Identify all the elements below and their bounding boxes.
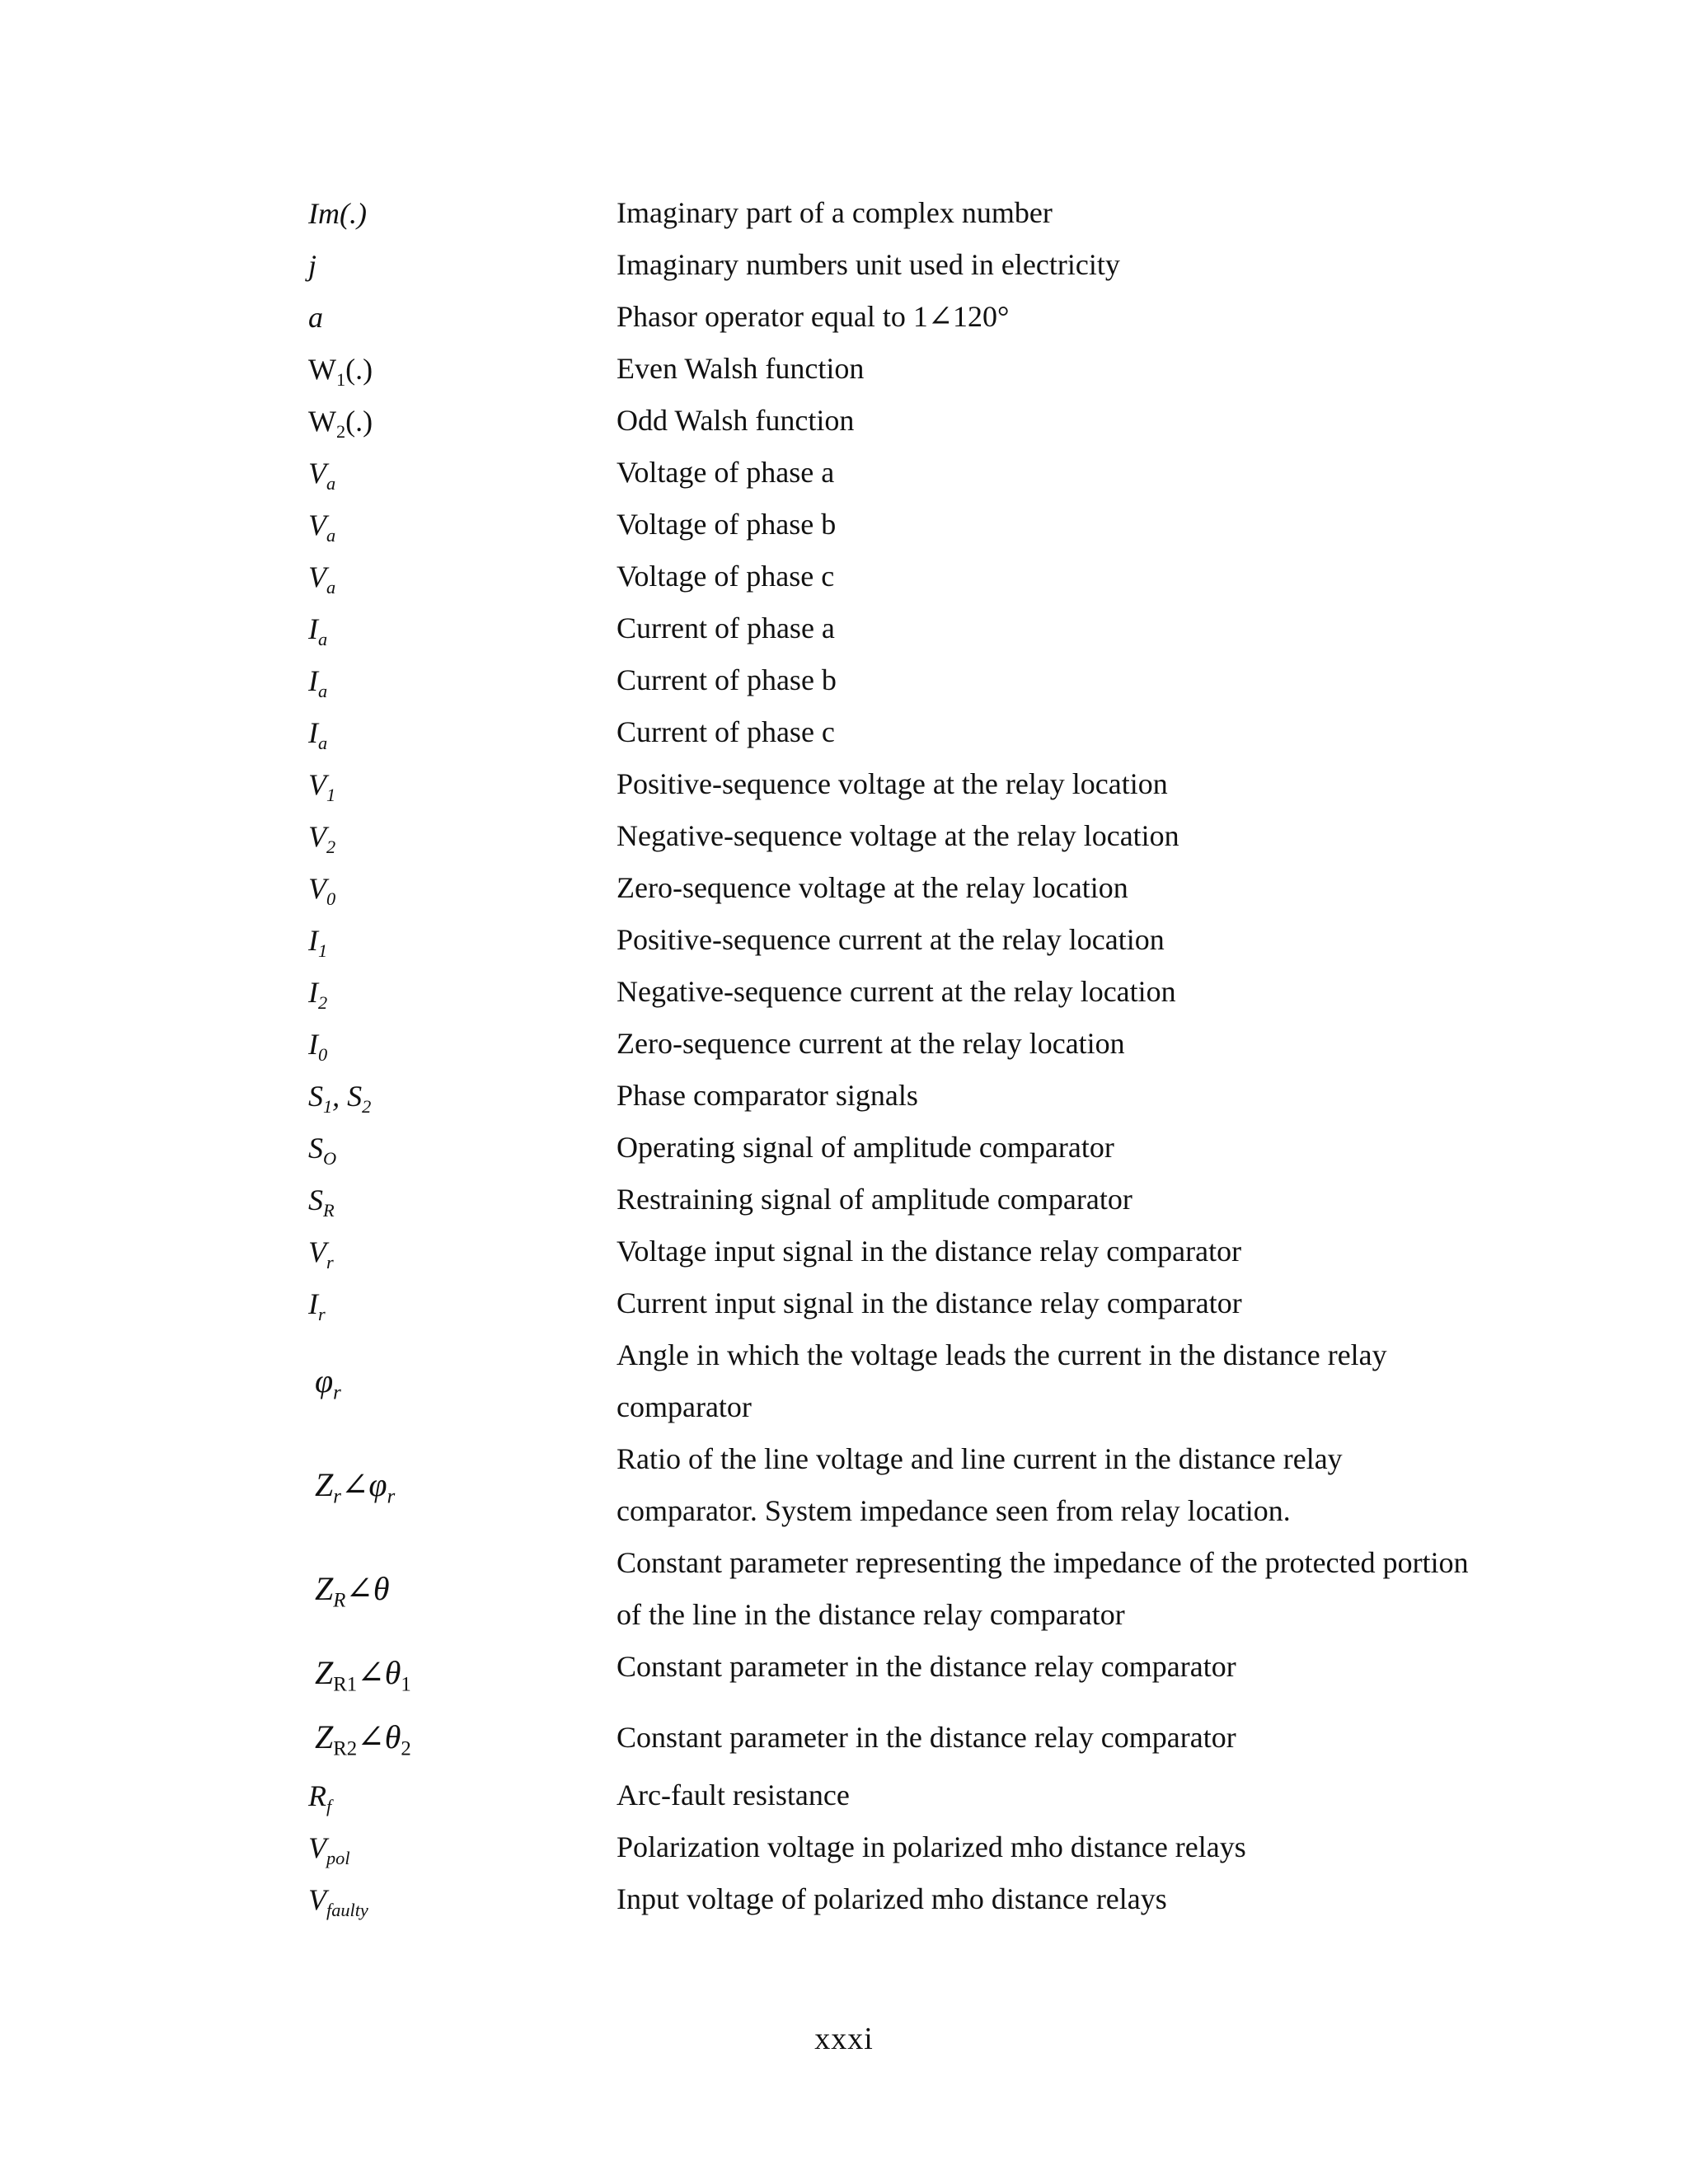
list-item <box>308 395 1528 447</box>
symbol: j <box>308 248 317 282</box>
symbol-base: V <box>308 871 326 905</box>
symbol-base: Z <box>315 1718 334 1755</box>
symbol-subscript: 2 <box>335 420 346 442</box>
description: Phase comparator signals <box>617 1079 918 1112</box>
symbol-subscript-2: r <box>387 1485 396 1508</box>
list-item <box>308 654 1528 706</box>
description: Constant parameter in the distance relay comparator <box>617 1650 1236 1683</box>
symbol-base: S <box>308 1131 323 1165</box>
list-item <box>308 1821 1528 1873</box>
symbol-base: φ <box>315 1362 334 1399</box>
symbol <box>308 1286 617 1324</box>
list-item <box>308 758 1528 810</box>
list-item <box>308 239 1528 291</box>
symbol-subscript: O <box>323 1147 337 1169</box>
symbol-subscript: R <box>333 1589 346 1612</box>
list-item <box>308 1537 1528 1641</box>
description: Constant parameter in the distance relay comparator <box>617 1720 1236 1754</box>
list-item <box>308 1873 1528 1925</box>
symbol-subscript: r <box>326 1251 334 1272</box>
symbol <box>308 404 617 442</box>
angle-symbol: ∠ <box>340 1466 369 1503</box>
symbol-tail: (.) <box>345 352 373 386</box>
description: Restraining signal of amplitude comparator <box>617 1183 1132 1216</box>
symbol-base: Z <box>315 1654 334 1691</box>
symbol-base: S <box>308 1079 323 1113</box>
description: Phasor operator equal to 1∠120° <box>617 300 1010 333</box>
symbol-subscript-2: 2 <box>362 1095 372 1117</box>
symbol-subscript: r <box>318 1303 326 1324</box>
symbol-subscript: a <box>318 680 328 701</box>
nomenclature-list <box>308 187 1528 1925</box>
symbol <box>308 1362 617 1404</box>
list-item <box>308 1769 1528 1821</box>
symbol-subscript: a <box>326 524 336 546</box>
symbol-base: I <box>308 612 318 645</box>
list-item <box>308 1070 1528 1122</box>
symbol-subscript: 2 <box>326 836 336 857</box>
description: Input voltage of polarized mho distance relays <box>617 1882 1167 1915</box>
description: Voltage of phase c <box>617 560 835 593</box>
list-item <box>308 343 1528 395</box>
description: Current of phase c <box>617 715 835 748</box>
symbol-base: Z <box>315 1466 334 1503</box>
description-line-1: Ratio of the line voltage and line current in the distance relay <box>617 1442 1343 1475</box>
list-item <box>308 1705 1528 1769</box>
angle-symbol: ∠ <box>357 1654 385 1691</box>
symbol-base: W <box>308 404 336 438</box>
symbol-subscript: f <box>326 1795 332 1816</box>
symbol-subscript: a <box>318 732 328 753</box>
description: Voltage of phase a <box>617 456 835 489</box>
symbol-subscript: 1 <box>335 368 346 390</box>
symbol-base: V <box>308 1235 326 1268</box>
symbol-base: I <box>308 975 318 1009</box>
list-item <box>308 447 1528 499</box>
symbol-subscript: pol <box>326 1847 350 1868</box>
page-number: xxxi <box>814 2022 874 2056</box>
symbol-subscript: 1 <box>326 784 336 805</box>
description: Zero-sequence current at the relay location <box>617 1027 1125 1060</box>
symbol-base: I <box>308 923 318 957</box>
list-item <box>308 551 1528 602</box>
symbol-subscript: a <box>326 576 336 598</box>
symbol <box>308 767 617 805</box>
description: Voltage input signal in the distance relay comparator <box>617 1235 1242 1268</box>
symbol-subscript-2: 1 <box>401 1673 411 1696</box>
description-line-1: Constant parameter representing the impedance of the protected portion <box>617 1546 1469 1579</box>
description: Zero-sequence voltage at the relay location <box>617 871 1128 904</box>
symbol-base: V <box>308 819 326 853</box>
symbol-base: V <box>308 560 326 593</box>
symbol <box>308 612 617 649</box>
list-item <box>308 1433 1528 1537</box>
list-item <box>308 1122 1528 1174</box>
description <box>617 1433 1528 1537</box>
symbol-base: W <box>308 352 336 386</box>
description: Polarization voltage in polarized mho distance relays <box>617 1830 1246 1863</box>
symbol-subscript: R2 <box>333 1737 358 1760</box>
symbol <box>308 1882 617 1920</box>
symbol-subscript-2: 2 <box>401 1737 411 1760</box>
symbol <box>308 1079 617 1117</box>
list-item <box>308 914 1528 966</box>
symbol <box>308 352 617 390</box>
symbol-base: I <box>308 1286 318 1320</box>
description: Negative-sequence voltage at the relay location <box>617 819 1179 852</box>
description-line-2: comparator. System impedance seen from relay location. <box>617 1494 1291 1527</box>
description: Imaginary part of a complex number <box>617 196 1053 229</box>
symbol-subscript: R1 <box>333 1673 358 1696</box>
list-item <box>308 1174 1528 1226</box>
symbol <box>308 508 617 546</box>
symbol-subscript: 2 <box>318 991 328 1013</box>
symbol <box>308 819 617 857</box>
symbol <box>308 1235 617 1272</box>
symbol-subscript: 0 <box>318 1043 328 1065</box>
symbol: Im(.) <box>308 196 367 230</box>
symbol-base: V <box>308 1830 326 1864</box>
symbol-base: V <box>308 456 326 490</box>
symbol-separator: , <box>332 1079 348 1113</box>
symbol <box>308 560 617 598</box>
symbol-base: V <box>308 767 326 801</box>
description: Odd Walsh function <box>617 404 855 437</box>
description: Operating signal of amplitude comparator <box>617 1131 1114 1164</box>
symbol <box>308 1570 617 1612</box>
symbol-base: V <box>308 1882 326 1916</box>
symbol-subscript: a <box>326 472 336 494</box>
symbol <box>308 1131 617 1169</box>
description: Current of phase b <box>617 663 837 696</box>
description-line-2: comparator <box>617 1390 752 1423</box>
symbol <box>308 715 617 753</box>
symbol-base: R <box>308 1779 326 1812</box>
symbol-base-2: S <box>347 1079 363 1113</box>
symbol-subscript: r <box>333 1485 341 1508</box>
symbol <box>308 1027 617 1065</box>
symbol-base: I <box>308 715 318 749</box>
list-item <box>308 499 1528 551</box>
description: Voltage of phase b <box>617 508 837 541</box>
symbol <box>308 1466 617 1508</box>
description <box>617 1329 1528 1433</box>
symbol-base-2: φ <box>368 1466 387 1503</box>
list-item <box>308 1329 1528 1433</box>
symbol-tail: (.) <box>345 404 373 438</box>
symbol-base: S <box>308 1183 323 1216</box>
symbol-subscript: a <box>318 628 328 649</box>
symbol-subscript: 0 <box>326 888 336 909</box>
list-item <box>308 187 1528 239</box>
description-line-2: of the line in the distance relay comparator <box>617 1598 1125 1631</box>
symbol-base: Z <box>315 1570 334 1607</box>
symbol-base-2: θ <box>373 1570 390 1607</box>
list-item <box>308 602 1528 654</box>
description: Negative-sequence current at the relay location <box>617 975 1176 1008</box>
symbol-base: I <box>308 1027 318 1061</box>
description: Positive-sequence current at the relay location <box>617 923 1165 956</box>
symbol-subscript: r <box>333 1381 341 1404</box>
symbol <box>308 456 617 494</box>
list-item <box>308 706 1528 758</box>
list-item <box>308 810 1528 862</box>
symbol-base: I <box>308 663 318 697</box>
symbol: a <box>308 300 323 334</box>
symbol-subscript: 1 <box>323 1095 333 1117</box>
symbol <box>308 871 617 909</box>
list-item <box>308 1226 1528 1277</box>
symbol-base-2: θ <box>384 1654 401 1691</box>
symbol <box>308 923 617 961</box>
symbol-base: V <box>308 508 326 541</box>
symbol <box>308 975 617 1013</box>
list-item <box>308 291 1528 343</box>
description-line-1: Angle in which the voltage leads the current in the distance relay <box>617 1338 1387 1371</box>
description: Even Walsh function <box>617 352 865 385</box>
symbol <box>308 663 617 701</box>
symbol-base-2: θ <box>384 1718 401 1755</box>
symbol-subscript: 1 <box>318 940 328 961</box>
symbol <box>308 1654 617 1696</box>
symbol <box>308 1718 617 1760</box>
list-item <box>308 1641 1528 1705</box>
description: Imaginary numbers unit used in electricity <box>617 248 1120 281</box>
angle-symbol: ∠ <box>345 1570 373 1607</box>
symbol <box>308 1183 617 1221</box>
angle-symbol: ∠ <box>357 1718 385 1755</box>
symbol <box>308 1830 617 1868</box>
symbol <box>308 1779 617 1816</box>
list-item <box>308 1018 1528 1070</box>
description <box>617 1537 1528 1641</box>
description: Current input signal in the distance relay comparator <box>617 1286 1242 1319</box>
symbol-subscript: faulty <box>326 1899 368 1920</box>
description: Positive-sequence voltage at the relay location <box>617 767 1168 800</box>
symbol-subscript: R <box>323 1199 335 1221</box>
list-item <box>308 862 1528 914</box>
description: Arc-fault resistance <box>617 1779 850 1811</box>
list-item <box>308 966 1528 1018</box>
description: Current of phase a <box>617 612 835 644</box>
list-item <box>308 1277 1528 1329</box>
